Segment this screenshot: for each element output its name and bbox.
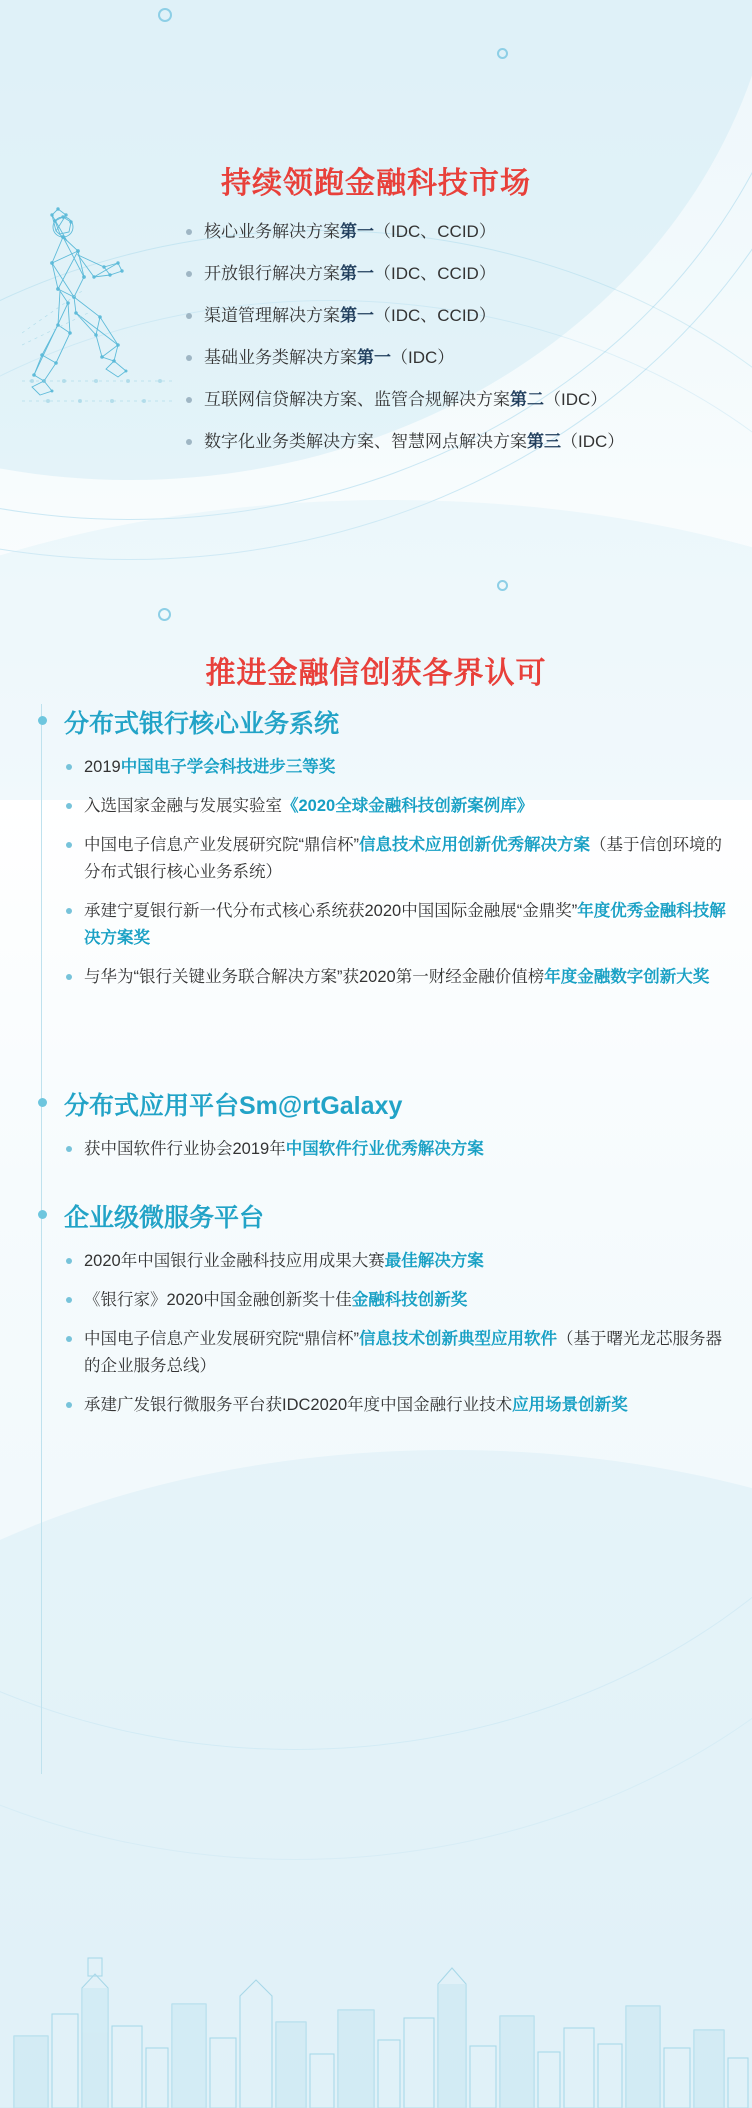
group-item-list	[30, 1248, 730, 1419]
list-item	[182, 260, 702, 288]
award-highlight: 应用场景创新奖	[512, 1396, 628, 1414]
item-text: 互联网信贷解决方案、监管合规解决方案	[204, 390, 510, 409]
list-item	[182, 386, 702, 414]
item-source: （IDC）	[561, 432, 625, 451]
group-heading: 分布式应用平台Sm@rtGalaxy	[30, 1086, 730, 1122]
group-heading: 企业级微服务平台	[30, 1198, 730, 1234]
section-fintech-recognition	[0, 600, 752, 2108]
award-highlight: 金融科技创新奖	[351, 1291, 468, 1309]
award-highlight: 年度优秀金融科技解决方案奖	[84, 902, 726, 947]
award-highlight: 中国电子学会科技进步三等奖	[120, 758, 336, 776]
group-heading: 分布式银行核心业务系统	[30, 704, 730, 740]
item-text: （基于曙光龙芯服务器的企业服务总线）	[84, 1330, 722, 1375]
item-source: （IDC、CCID）	[374, 306, 496, 325]
list-item	[64, 1136, 730, 1163]
award-highlight: 中国软件行业优秀解决方案	[285, 1140, 484, 1158]
recognition-group	[30, 1086, 730, 1175]
list-item	[182, 218, 702, 246]
item-text: 2019	[84, 758, 121, 776]
recognition-group	[30, 704, 730, 1003]
item-source: （IDC）	[544, 390, 608, 409]
list-item	[64, 1392, 730, 1419]
award-highlight: 年度金融数字创新大奖	[544, 968, 710, 986]
list-item	[182, 428, 702, 456]
section2-title: 推进金融信创获各界认可	[205, 657, 547, 690]
item-text: 中国电子信息产业发展研究院“鼎信杯”	[84, 836, 359, 854]
item-text: 承建宁夏银行新一代分布式核心系统获2020中国国际金融展“金鼎奖”	[84, 902, 578, 920]
item-text: 承建广发银行微服务平台获IDC2020年度中国金融行业技术	[84, 1396, 513, 1414]
item-text: 中国电子信息产业发展研究院“鼎信杯”	[84, 1330, 359, 1348]
list-item	[64, 832, 730, 886]
list-item	[64, 964, 730, 991]
list-item	[64, 754, 730, 781]
recognition-group	[30, 1198, 730, 1431]
section1-title: 持续领跑金融科技市场	[221, 167, 531, 200]
runner-illustration-icon	[22, 205, 192, 435]
group-item-list	[30, 754, 730, 991]
list-item	[182, 302, 702, 330]
item-text: （基于信创环境的分布式银行核心业务系统）	[84, 836, 722, 881]
list-item	[64, 898, 730, 952]
rank-badge: 第二	[510, 390, 544, 409]
award-highlight: 《2020全球金融科技创新案例库》	[282, 797, 534, 815]
rank-badge: 第三	[527, 432, 561, 451]
item-source: （IDC、CCID）	[374, 264, 496, 283]
rank-badge: 第一	[340, 264, 374, 283]
award-highlight: 最佳解决方案	[384, 1252, 484, 1270]
list-item	[64, 1248, 730, 1275]
award-highlight: 信息技术应用创新优秀解决方案	[359, 836, 590, 854]
item-text: 开放银行解决方案	[204, 264, 340, 283]
rank-badge: 第一	[340, 222, 374, 241]
list-item	[64, 793, 730, 820]
item-text: 核心业务解决方案	[204, 222, 340, 241]
item-text: 渠道管理解决方案	[204, 306, 340, 325]
item-text: 2020年中国银行业金融科技应用成果大赛	[84, 1252, 385, 1270]
rank-badge: 第一	[357, 348, 391, 367]
item-text: 获中国软件行业协会2019年	[84, 1140, 286, 1158]
item-text: 入选国家金融与发展实验室	[84, 797, 282, 815]
item-source: （IDC）	[391, 348, 455, 367]
market-leadership-list	[182, 218, 702, 470]
group-item-list	[30, 1136, 730, 1163]
list-item	[182, 344, 702, 372]
list-item	[64, 1287, 730, 1314]
item-text: 基础业务类解决方案	[204, 348, 357, 367]
item-source: （IDC、CCID）	[374, 222, 496, 241]
rank-badge: 第一	[340, 306, 374, 325]
award-highlight: 信息技术创新典型应用软件	[359, 1330, 557, 1348]
list-item	[64, 1326, 730, 1380]
item-text: 《银行家》2020中国金融创新奖十佳	[84, 1291, 352, 1309]
city-skyline-illustration	[0, 1918, 752, 2108]
item-text: 数字化业务类解决方案、智慧网点解决方案	[204, 432, 527, 451]
item-text: 与华为“银行关键业务联合解决方案”获2020第一财经金融价值榜	[84, 968, 545, 986]
